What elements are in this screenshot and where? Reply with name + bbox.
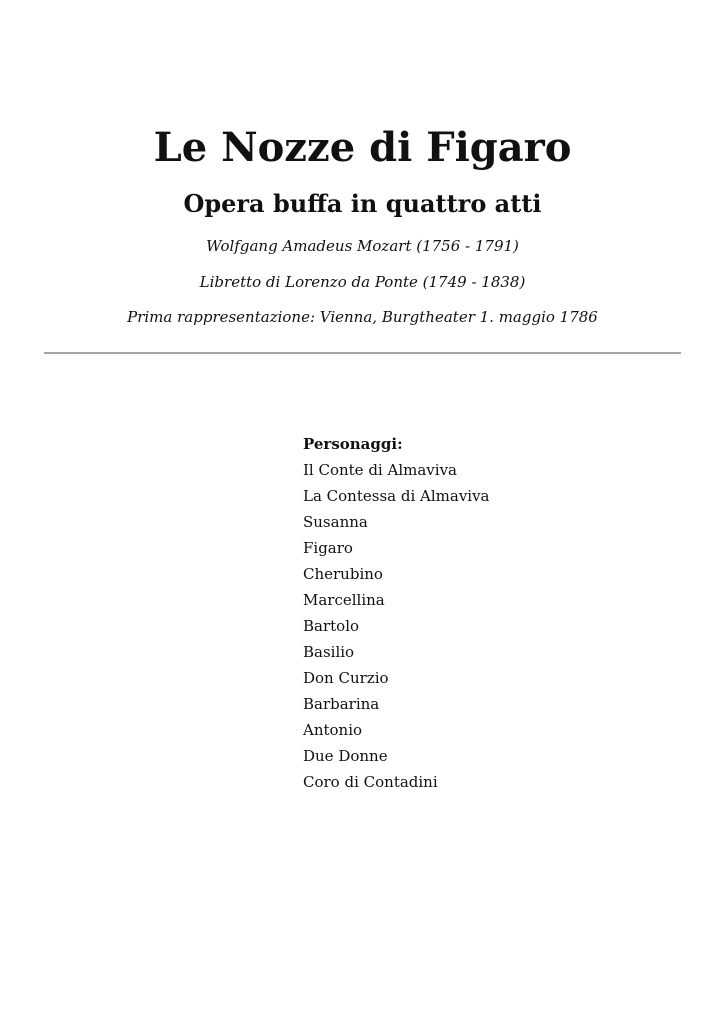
character-item: Due Donne — [303, 747, 388, 765]
character-item: Don Curzio — [303, 669, 389, 687]
character-item: Barbarina — [303, 695, 380, 713]
document-subtitle: Opera buffa in quattro atti — [183, 189, 542, 218]
horizontal-divider — [44, 352, 681, 354]
character-item: La Contessa di Almaviva — [303, 487, 490, 505]
librettist-line: Libretto di Lorenzo da Ponte (1749 - 1838) — [199, 273, 526, 291]
premiere-line: Prima rappresentazione: Vienna, Burgtheater 1. maggio 1786 — [127, 308, 598, 326]
characters-section — [303, 431, 490, 795]
character-item: Bartolo — [303, 617, 360, 635]
document-title: Le Nozze di Figaro — [153, 124, 572, 171]
character-item: Susanna — [303, 513, 368, 531]
characters-heading: Personaggi: — [303, 435, 403, 453]
character-item: Il Conte di Almaviva — [303, 461, 457, 479]
character-item: Figaro — [303, 539, 353, 557]
character-item: Antonio — [303, 721, 363, 739]
composer-line: Wolfgang Amadeus Mozart (1756 - 1791) — [206, 237, 519, 255]
character-item: Marcellina — [303, 591, 385, 609]
characters-list — [303, 457, 490, 795]
character-item: Coro di Contadini — [303, 773, 438, 791]
character-item: Basilio — [303, 643, 355, 661]
character-item: Cherubino — [303, 565, 383, 583]
